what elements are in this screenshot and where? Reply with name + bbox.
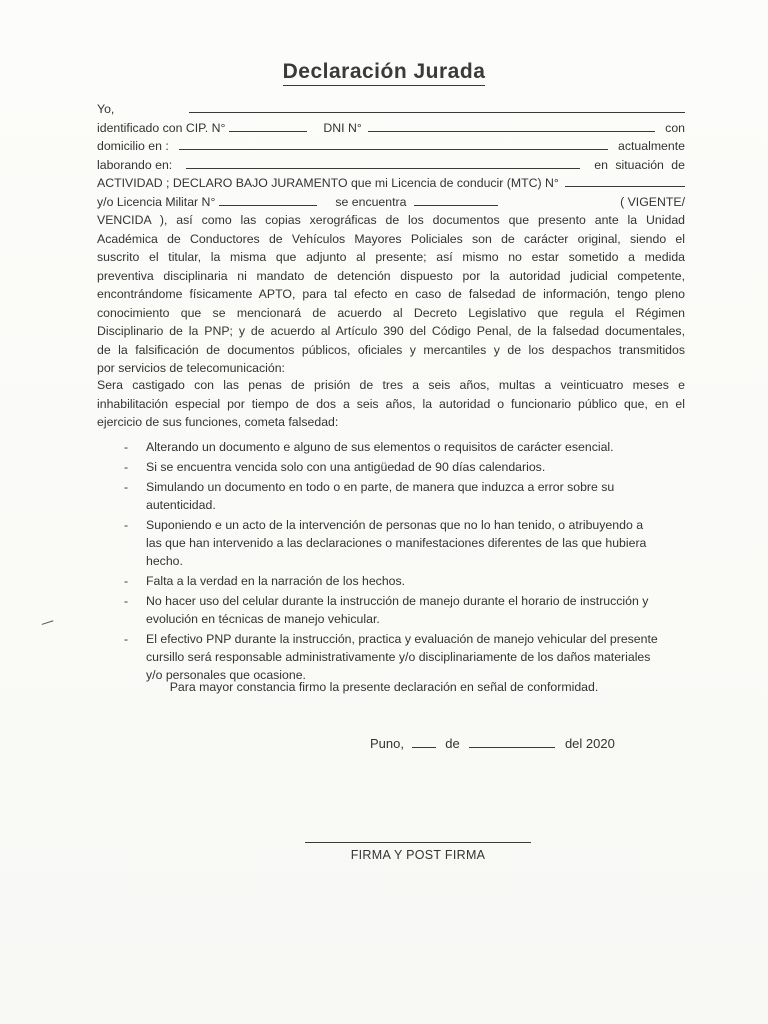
paragraph-line: por servicios de telecomunicación: (97, 361, 285, 375)
paragraph-line: Sera castigado con las penas de prisión de tres a seis años, multas a veinticuatro meses e (97, 378, 685, 392)
date-de: de (445, 736, 460, 751)
list-item-line: El efectivo PNP durante la instrucción, practica y evaluación de manejo vehicular del presente (146, 632, 658, 646)
stray-pen-mark (42, 620, 55, 628)
estado-blank[interactable] (414, 194, 498, 206)
cip-blank[interactable] (229, 120, 307, 132)
paragraph-line: inhabilitación especial por tiempo de dos a seis años, la autoridad o funcionario público que, en el (97, 396, 685, 411)
dash-marker: - (124, 574, 129, 588)
list-item (120, 592, 687, 628)
paragraph-line: ejercicio de sus funciones, cometa falsedad: (97, 415, 339, 429)
label-actualmente: actualmente (618, 139, 685, 153)
closing-statement: Para mayor constancia firmo la presente declaración en señal de conformidad. (169, 680, 599, 694)
label-domicilio: domicilio en : (97, 139, 169, 153)
paragraph-line: conocimiento que se mencionará de acuerdo al Decreto Legislativo que regula el Régimen (97, 305, 685, 320)
form-line-militar (97, 193, 685, 212)
dash-marker: - (124, 440, 129, 454)
document-title (0, 60, 768, 86)
dash-marker: - (124, 480, 129, 494)
date-year: del 2020 (564, 736, 615, 751)
date-line (370, 736, 615, 751)
paragraph-line: suscrito el titular, la misma que adjunto al presente; así mismo no estar sometido a medida (97, 250, 685, 264)
list-item-line: y/o personales que ocasione. (146, 668, 306, 682)
label-con: con (665, 120, 685, 135)
label-dni: DNI N° (323, 120, 362, 135)
label-yo: Yo, (97, 102, 115, 116)
militar-blank[interactable] (219, 194, 317, 206)
paragraph-line: encontrándome físicamente APTO, para tal efecto en caso de falsedad de información, tengo pleno (97, 287, 685, 301)
dni-blank[interactable] (368, 120, 655, 132)
form-line-laborando (97, 156, 685, 175)
day-blank[interactable] (412, 736, 436, 748)
list-item-line: autenticidad. (146, 498, 216, 512)
conditions-list (120, 438, 687, 686)
paragraph-line: preventiva disciplinaria ni mandato de detención dispuesto por la autoridad judicial competente, (97, 268, 685, 283)
paragraph-line: VENCIDA ), así como las copias xerográficas de los documentos que presento ante la Unidad (97, 213, 685, 227)
dash-marker: - (124, 594, 129, 608)
penalty-paragraph (97, 376, 685, 432)
list-item (120, 516, 687, 570)
list-item-line: Falta a la verdad en la narración de los hechos. (146, 574, 406, 588)
paragraph-line: de la falsificación de documentos públicos, oficiales y mercantiles y de los despachos transmitidos (97, 342, 685, 357)
list-item-line: hecho. (146, 554, 183, 568)
dash-marker: - (124, 518, 129, 532)
laborando-blank[interactable] (186, 157, 580, 169)
date-city: Puno, (370, 736, 404, 751)
form-line-cip (97, 119, 685, 138)
form-line-domicilio (97, 137, 685, 156)
list-item-line: No hacer uso del celular durante la instrucción de manejo durante el horario de instrucción y (146, 594, 649, 608)
list-item-line: evolución en técnicas de manejo vehicular. (146, 612, 380, 626)
list-item-line: cursillo será responsable administrativamente y/o disciplinariamente de los daños materiales (146, 650, 651, 664)
name-blank[interactable] (189, 101, 685, 113)
label-se-encuentra: se encuentra (335, 194, 407, 209)
dash-marker: - (124, 460, 129, 474)
paragraph-line: Disciplinario de la PNP; y de acuerdo al Artículo 390 del Código Penal, de la falsedad documentales, (97, 324, 685, 338)
label-laborando: laborando en: (97, 157, 173, 172)
list-item (120, 458, 687, 476)
list-item-line: las que han intervenido a las declaraciones o manifestaciones diferentes de las que hubiera (146, 536, 647, 550)
declaration-form (97, 100, 685, 378)
licencia-mtc-blank[interactable] (565, 175, 685, 187)
label-cip: identificado con CIP. N° (97, 120, 226, 135)
dash-marker: - (124, 632, 129, 646)
signature-label: FIRMA Y POST FIRMA (350, 848, 486, 862)
list-item (120, 438, 687, 456)
list-item (120, 478, 687, 514)
list-item-line: Simulando un documento en todo o en parte, de manera que induzca a error sobre su (146, 480, 615, 494)
label-licencia-mtc: ACTIVIDAD ; DECLARO BAJO JURAMENTO que mi Licencia de conducir (MTC) N° (97, 176, 559, 190)
month-blank[interactable] (469, 736, 555, 748)
form-line-licencia (97, 174, 685, 193)
label-licencia-militar: y/o Licencia Militar N° (97, 194, 216, 209)
label-vigente: ( VIGENTE/ (620, 194, 685, 209)
list-item (120, 572, 687, 590)
domicilio-blank[interactable] (179, 138, 608, 150)
signature-line[interactable] (305, 842, 531, 843)
list-item (120, 630, 687, 684)
list-item-line: Suponiendo e un acto de la intervención de personas que no lo han tenido, o atribuyendo a (146, 518, 644, 532)
paragraph-line: Académica de Conductores de Vehículos Mayores Policiales son de carácter original, siendo el (97, 231, 685, 246)
form-line-name (97, 100, 685, 119)
list-item-line: Si se encuentra vencida solo con una antigüedad de 90 días calendarios. (146, 460, 546, 474)
list-item-line: Alterando un documento e alguno de sus elementos o requisitos de carácter esencial. (146, 440, 614, 454)
document-title-text: Declaración Jurada (283, 60, 486, 86)
label-situacion: en situación de (594, 157, 685, 172)
